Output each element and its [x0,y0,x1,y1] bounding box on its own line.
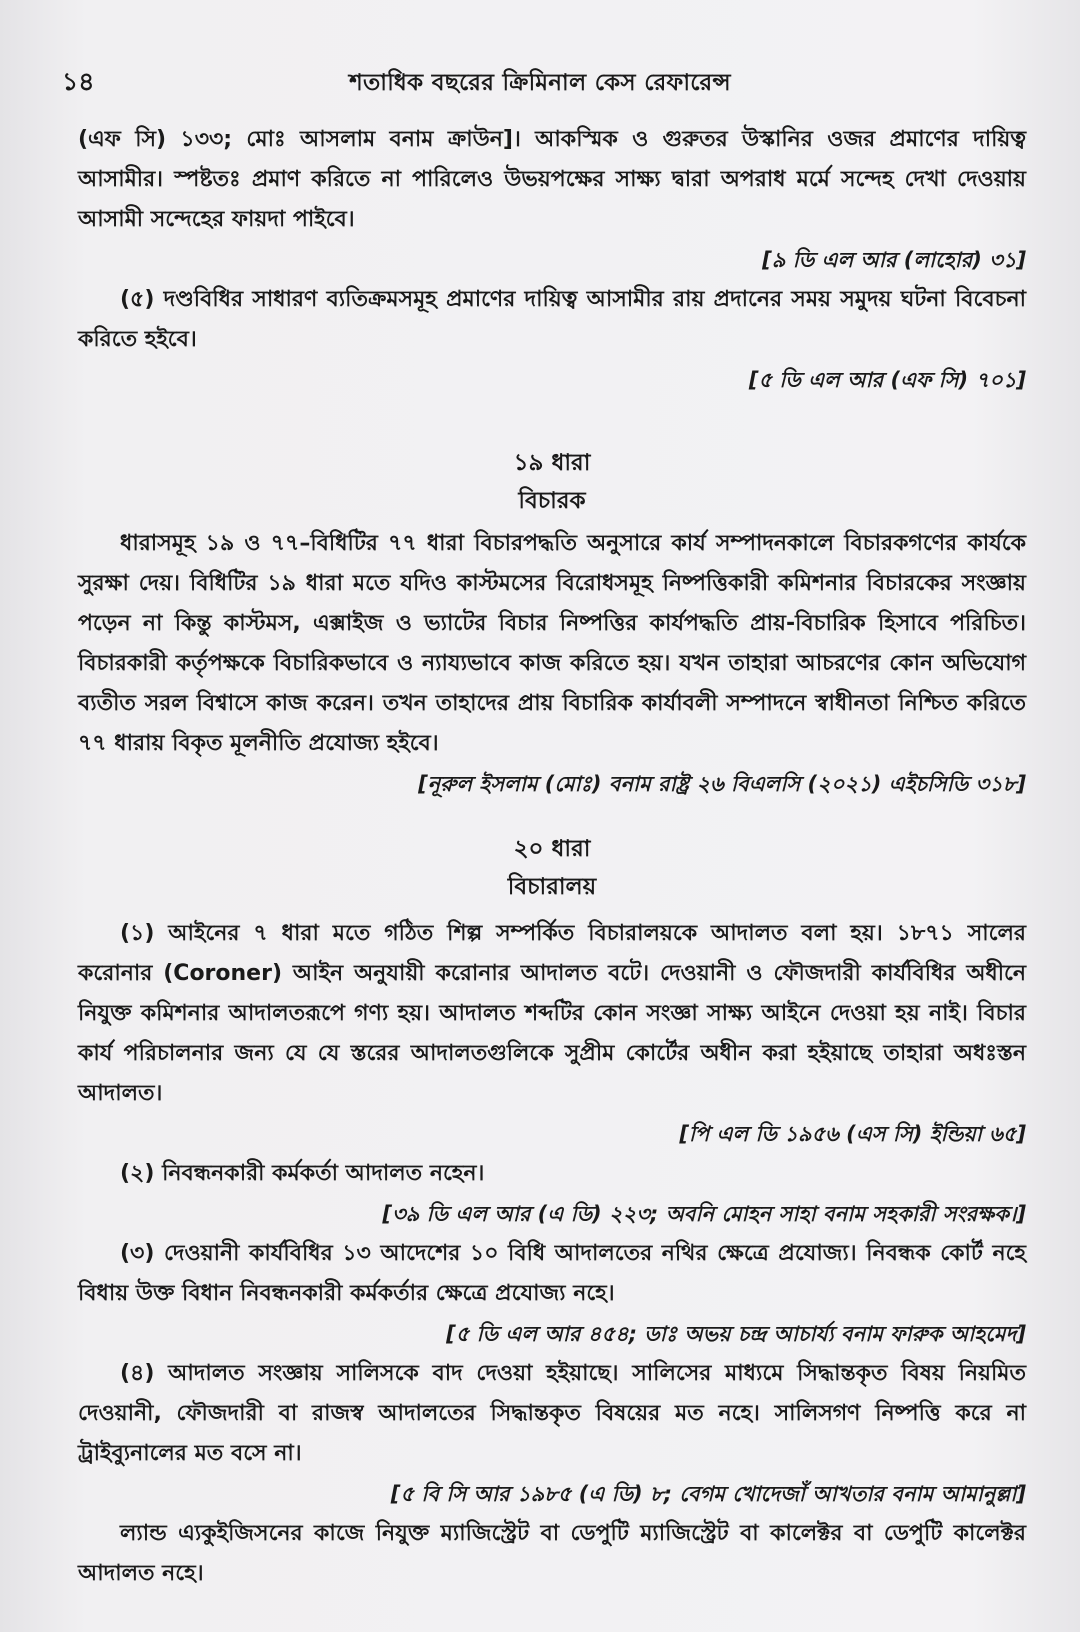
section-20-paragraph-4: (৪) আদালত সংজ্ঞায় সালিসকে বাদ দেওয়া হইয়াছে। সালিসের মাধ্যমে সিদ্ধান্তকৃত বিষয় নিয়মিত দেওয়ানী, ফৌজদারী বা রাজস্ব আদালতের সিদ্ধান্তকৃত বিষয়ের মত নহে। সালিসগণ নিষ্পত্তি করে না ট্রাইব্যুনালের মত বসে না। [78,1361,1026,1466]
section-20-paragraph-2: (২) নিবন্ধনকারী কর্মকর্তা আদালত নহেন। [120,1161,485,1186]
citation: [৫ ডি এল আর (এফ সি) ৭০১] [748,368,1026,392]
section-19-paragraph [78,524,1026,764]
paragraph-5: (৫) দণ্ডবিধির সাধারণ ব্যতিক্রমসমূহ প্রমাণের দায়িত্ব আসামীর রায় প্রদানের সময় সমুদয় ঘটনা বিবেচনা করিতে হইবে। [78,287,1026,352]
citation: [৫ ডি এল আর ৪৫৪; ডাঃ অভয় চন্দ্র আচার্য্য বনাম ফারুক আহমেদ] [446,1322,1026,1346]
section-20-paragraph-5: ল্যান্ড এ্যকুইজিসনের কাজে নিযুক্ত ম্যাজিস্ট্রেট বা ডেপুটি ম্যাজিস্ট্রেট বা কালেক্টর বা ডেপুটি কালেক্টর আদালত নহে। [78,1521,1026,1586]
running-title: শতাধিক বছরের ক্রিমিনাল কেস রেফারেন্স [349,70,731,96]
section-20-subtitle: বিচারালয় [507,874,597,900]
section-20-paragraph-3: (৩) দেওয়ানী কার্যবিধির ১৩ আদেশের ১০ বিধি আদালতের নথির ক্ষেত্রে প্রযোজ্য। নিবন্ধক কোর্ট নহে বিধায় উক্ত বিধান নিবন্ধনকারী কর্মকর্তার ক্ষেত্রে প্রযোজ্য নহে। [78,1241,1026,1306]
page-header [0,62,1080,102]
citation: [৯ ডি এল আর (লাহোর) ৩১] [762,248,1026,272]
section-19-lead: ধারাসমূহ ১৯ ও ৭৭– [120,531,311,556]
citation: [পি এল ডি ১৯৫৬ (এস সি) ইন্ডিয়া ৬৫] [679,1122,1026,1146]
continued-paragraph: (এফ সি) ১৩৩; মোঃ আসলাম বনাম ক্রাউন]। আকস্মিক ও গুরুতর উস্কানির ওজর প্রমাণের দায়িত্ব আসামীর। স্পষ্টতঃ প্রমাণ করিতে না পারিলেও উভয়পক্ষের সাক্ষ্য দ্বারা অপরাধ মর্মে সন্দেহ দেখা দেওয়ায় আসামী সন্দেহের ফায়দা পাইবে। [78,127,1026,232]
page-number: ১৪ [62,67,95,96]
section-19-text: বিধিটির ৭৭ ধারা বিচারপদ্ধতি অনুসারে কার্য সম্পাদনকালে বিচারকগণের কার্যকে সুরক্ষা দেয়। বিধিটির ১৯ ধারা মতে যদিও কাস্টমসের বিরোধসমূহ নিষ্পত্তিকারী কমিশনার বিচারকের সংজ্ঞায় পড়েন না কিন্তু কাস্টমস, এক্সাইজ ও ভ্যাটের বিচার নিষ্পত্তির কার্যপদ্ধতি প্রায়-বিচারিক হিসাবে পরিচিত। বিচারকারী কর্তৃপক্ষকে বিচারিকভাবে ও ন্যায্যভাবে কাজ করিতে হয়। যখন তাহারা আচরণের কোন অভিযোগ ব্যতীত সরল বিশ্বাসে কাজ করেন। তখন তাহাদের প্রায় বিচারিক কার্যাবলী সম্পাদনে স্বাধীনতা নিশ্চিত করিতে ৭৭ ধারায় বিকৃত মূলনীতি প্রযোজ্য হইবে। [78,531,1026,756]
citation: [নূরুল ইসলাম (মোঃ) বনাম রাষ্ট্র ২৬ বিএলসি (২০২১) এইচসিডি ৩১৮] [418,772,1026,796]
citation: [৩৯ ডি এল আর (এ ডি) ২২৩; অবনি মোহন সাহা বনাম সহকারী সংরক্ষক।] [382,1202,1026,1226]
section-19-subtitle: বিচারক [518,488,586,514]
page-body [78,120,1026,1594]
section-19-title: ১৯ ধারা [513,450,591,476]
section-20-paragraph-1: (১) আইনের ৭ ধারা মতে গঠিত শিল্প সম্পর্কিত বিচারালয়কে আদালত বলা হয়। ১৮৭১ সালের করোনার (Coroner) আইন অনুযায়ী করোনার আদালত বটে। দেওয়ানী ও ফৌজদারী কার্যবিধির অধীনে নিযুক্ত কমিশনার আদালতরূপে গণ্য হয়। আদালত শব্দটির কোন সংজ্ঞা সাক্ষ্য আইনে দেওয়া হয় নাই। বিচার কার্য পরিচালনার জন্য যে যে স্তরের আদালতগুলিকে সুপ্রীম কোর্টের অধীন করা হইয়াছে তাহারা অধঃস্তন আদালত। [78,921,1026,1106]
citation: [৫ বি সি আর ১৯৮৫ (এ ডি) ৮; বেগম খোদেজাঁ আখতার বনাম আমানুল্লা] [390,1482,1026,1506]
section-20-title: ২০ ধারা [513,836,591,862]
